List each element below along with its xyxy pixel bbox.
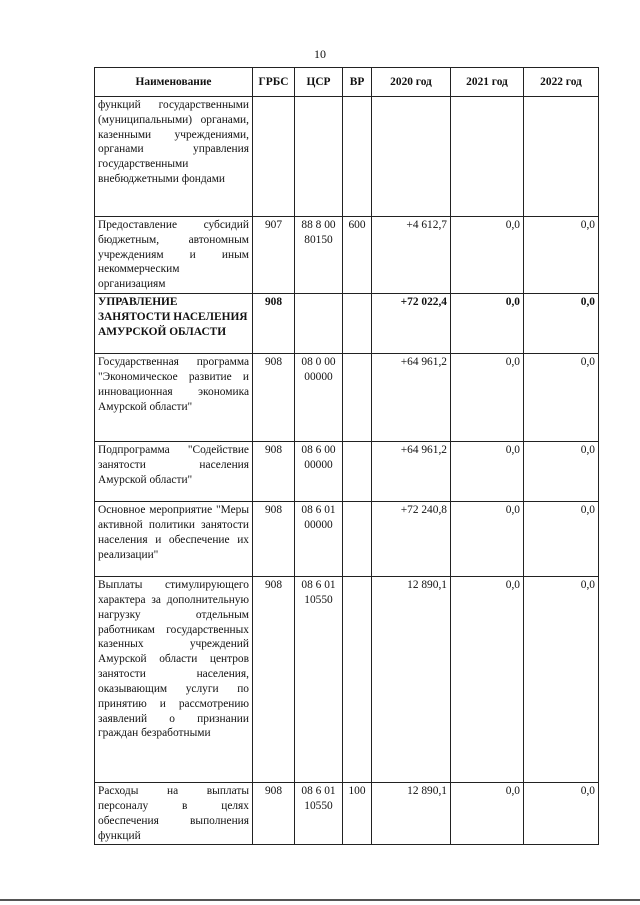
row-grbs: 908 [253, 502, 295, 577]
row-2021 [451, 97, 524, 217]
row-vr [343, 354, 372, 442]
row-name: Расходы на выплаты персоналу в целях обеспечения выполнения функций [95, 783, 253, 845]
table-row [95, 217, 599, 294]
row-csr: 08 6 01 10550 [295, 783, 343, 845]
table-header-row [95, 68, 599, 97]
row-2021: 0,0 [451, 354, 524, 442]
row-2022: 0,0 [524, 217, 599, 294]
row-name: Государственная программа "Экономическое развитие и инновационная экономика Амурской области" [95, 354, 253, 442]
row-grbs: 908 [253, 783, 295, 845]
row-2020: 12 890,1 [372, 577, 451, 783]
row-2021: 0,0 [451, 217, 524, 294]
row-vr [343, 442, 372, 502]
row-name: функций государственными (муниципальными) органами, казенными учреждениями, органами управления государственными внебюджетными фондами [95, 97, 253, 217]
row-csr: 08 6 01 00000 [295, 502, 343, 577]
row-csr [295, 294, 343, 354]
row-csr: 08 6 01 10550 [295, 577, 343, 783]
row-name: Основное мероприятие "Меры активной политики занятости населения и обеспечение их реализации" [95, 502, 253, 577]
row-grbs: 907 [253, 217, 295, 294]
row-2022: 0,0 [524, 577, 599, 783]
row-name: Предоставление субсидий бюджетным, автономным учреждениям и иным некоммерческим организациям [95, 217, 253, 294]
header-name: Наименование [95, 68, 253, 97]
row-csr: 08 6 00 00000 [295, 442, 343, 502]
row-2020: +64 961,2 [372, 354, 451, 442]
row-grbs: 908 [253, 294, 295, 354]
row-name: Выплаты стимулирующего характера за дополнительную нагрузку отдельным работникам государственных казенных учреждений Амурской области центров занятости населения, оказывающим услуги по принятию и рассмотрению заявлений о признании граждан безработными [95, 577, 253, 783]
header-csr: ЦСР [295, 68, 343, 97]
row-2020: +64 961,2 [372, 442, 451, 502]
row-vr [343, 577, 372, 783]
row-grbs: 908 [253, 354, 295, 442]
table-row [95, 783, 599, 845]
row-csr: 88 8 00 80150 [295, 217, 343, 294]
row-grbs: 908 [253, 577, 295, 783]
row-grbs [253, 97, 295, 217]
row-2022: 0,0 [524, 502, 599, 577]
row-2020: 12 890,1 [372, 783, 451, 845]
row-name: Подпрограмма "Содействие занятости населения Амурской области" [95, 442, 253, 502]
row-csr [295, 97, 343, 217]
row-vr: 100 [343, 783, 372, 845]
page-number: 10 [314, 47, 326, 61]
row-vr [343, 294, 372, 354]
row-vr: 600 [343, 217, 372, 294]
row-grbs: 908 [253, 442, 295, 502]
row-vr [343, 502, 372, 577]
table-row [95, 97, 599, 217]
scan-bottom-edge [0, 899, 640, 901]
table-row [95, 502, 599, 577]
row-2022: 0,0 [524, 354, 599, 442]
table-row [95, 577, 599, 783]
budget-table [94, 67, 599, 845]
table-row [95, 294, 599, 354]
row-2021: 0,0 [451, 502, 524, 577]
row-2020: +4 612,7 [372, 217, 451, 294]
row-2020: +72 240,8 [372, 502, 451, 577]
table-row [95, 442, 599, 502]
row-2020 [372, 97, 451, 217]
row-vr [343, 97, 372, 217]
header-vr: ВР [343, 68, 372, 97]
row-2022 [524, 97, 599, 217]
row-2022: 0,0 [524, 294, 599, 354]
row-2020: +72 022,4 [372, 294, 451, 354]
row-2022: 0,0 [524, 442, 599, 502]
header-2021: 2021 год [451, 68, 524, 97]
row-2021: 0,0 [451, 294, 524, 354]
header-2022: 2022 год [524, 68, 599, 97]
table-row [95, 354, 599, 442]
header-grbs: ГРБС [253, 68, 295, 97]
row-2021: 0,0 [451, 577, 524, 783]
row-2022: 0,0 [524, 783, 599, 845]
row-2021: 0,0 [451, 783, 524, 845]
row-name: УПРАВЛЕНИЕ ЗАНЯТОСТИ НАСЕЛЕНИЯ АМУРСКОЙ ОБЛАСТИ [95, 294, 253, 354]
row-2021: 0,0 [451, 442, 524, 502]
row-csr: 08 0 00 00000 [295, 354, 343, 442]
header-2020: 2020 год [372, 68, 451, 97]
